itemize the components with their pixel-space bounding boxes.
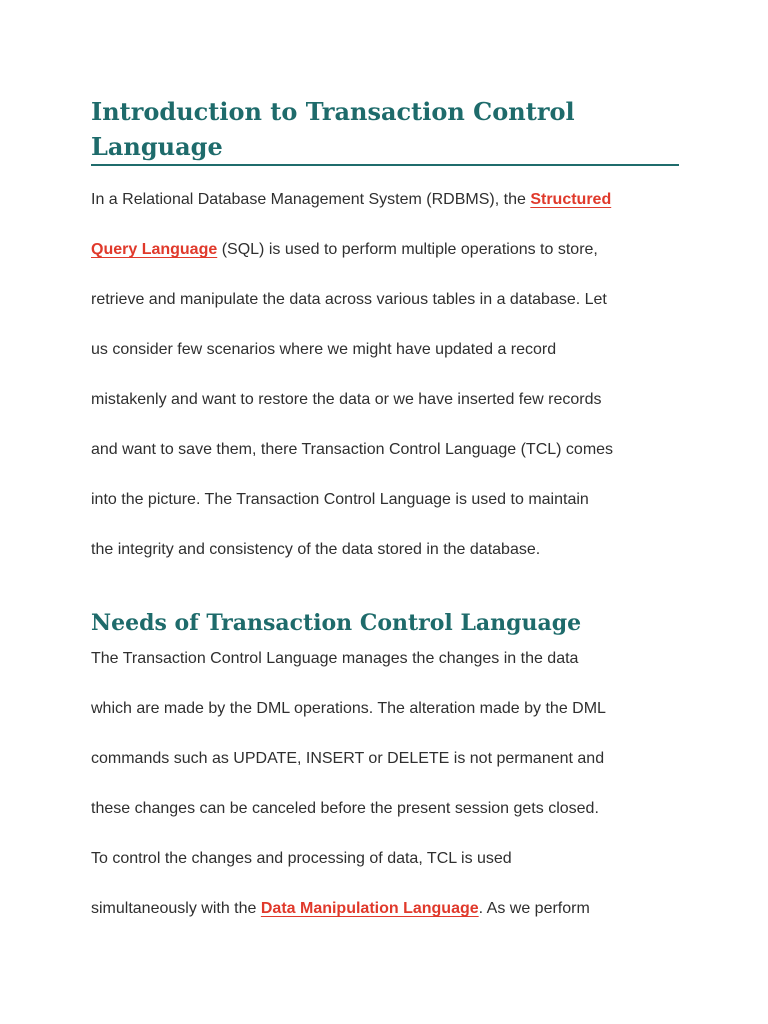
paragraph-line: these changes can be canceled before the present session gets closed. xyxy=(91,800,599,817)
text-run: . As we perform xyxy=(478,900,590,917)
text-run: In a Relational Database Management System (RDBMS), the xyxy=(91,191,531,208)
title-underline-rule xyxy=(91,164,679,166)
paragraph-line: into the picture. The Transaction Control Language is used to maintain xyxy=(91,491,589,508)
section-heading: Needs of Transaction Control Language xyxy=(91,610,582,636)
paragraph-line xyxy=(91,896,590,922)
paragraph-line xyxy=(91,237,598,263)
paragraph-line: The Transaction Control Language manages the changes in the data xyxy=(91,650,579,667)
paragraph-line: and want to save them, there Transaction Control Language (TCL) comes xyxy=(91,441,614,458)
data-manipulation-language-link[interactable]: Data Manipulation Language xyxy=(260,900,479,917)
page-title: Introduction to Transaction Control Language xyxy=(91,97,575,161)
paragraph-line: the integrity and consistency of the data stored in the database. xyxy=(91,541,541,558)
paragraph-line: retrieve and manipulate the data across various tables in a database. Let xyxy=(91,291,607,308)
text-run: simultaneously with the xyxy=(91,900,261,917)
paragraph-line xyxy=(91,187,611,213)
structured-query-language-link-continued[interactable]: Query Language xyxy=(91,241,218,258)
paragraph-line: commands such as UPDATE, INSERT or DELETE is not permanent and xyxy=(91,750,605,767)
paragraph-line: us consider few scenarios where we might have updated a record xyxy=(91,341,557,358)
paragraph-line: mistakenly and want to restore the data or we have inserted few records xyxy=(91,391,602,408)
text-run: (SQL) is used to perform multiple operations to store, xyxy=(217,241,598,258)
structured-query-language-link[interactable]: Structured xyxy=(530,191,612,208)
paragraph-line: which are made by the DML operations. The alteration made by the DML xyxy=(91,700,606,717)
paragraph-line: To control the changes and processing of data, TCL is used xyxy=(91,850,512,867)
